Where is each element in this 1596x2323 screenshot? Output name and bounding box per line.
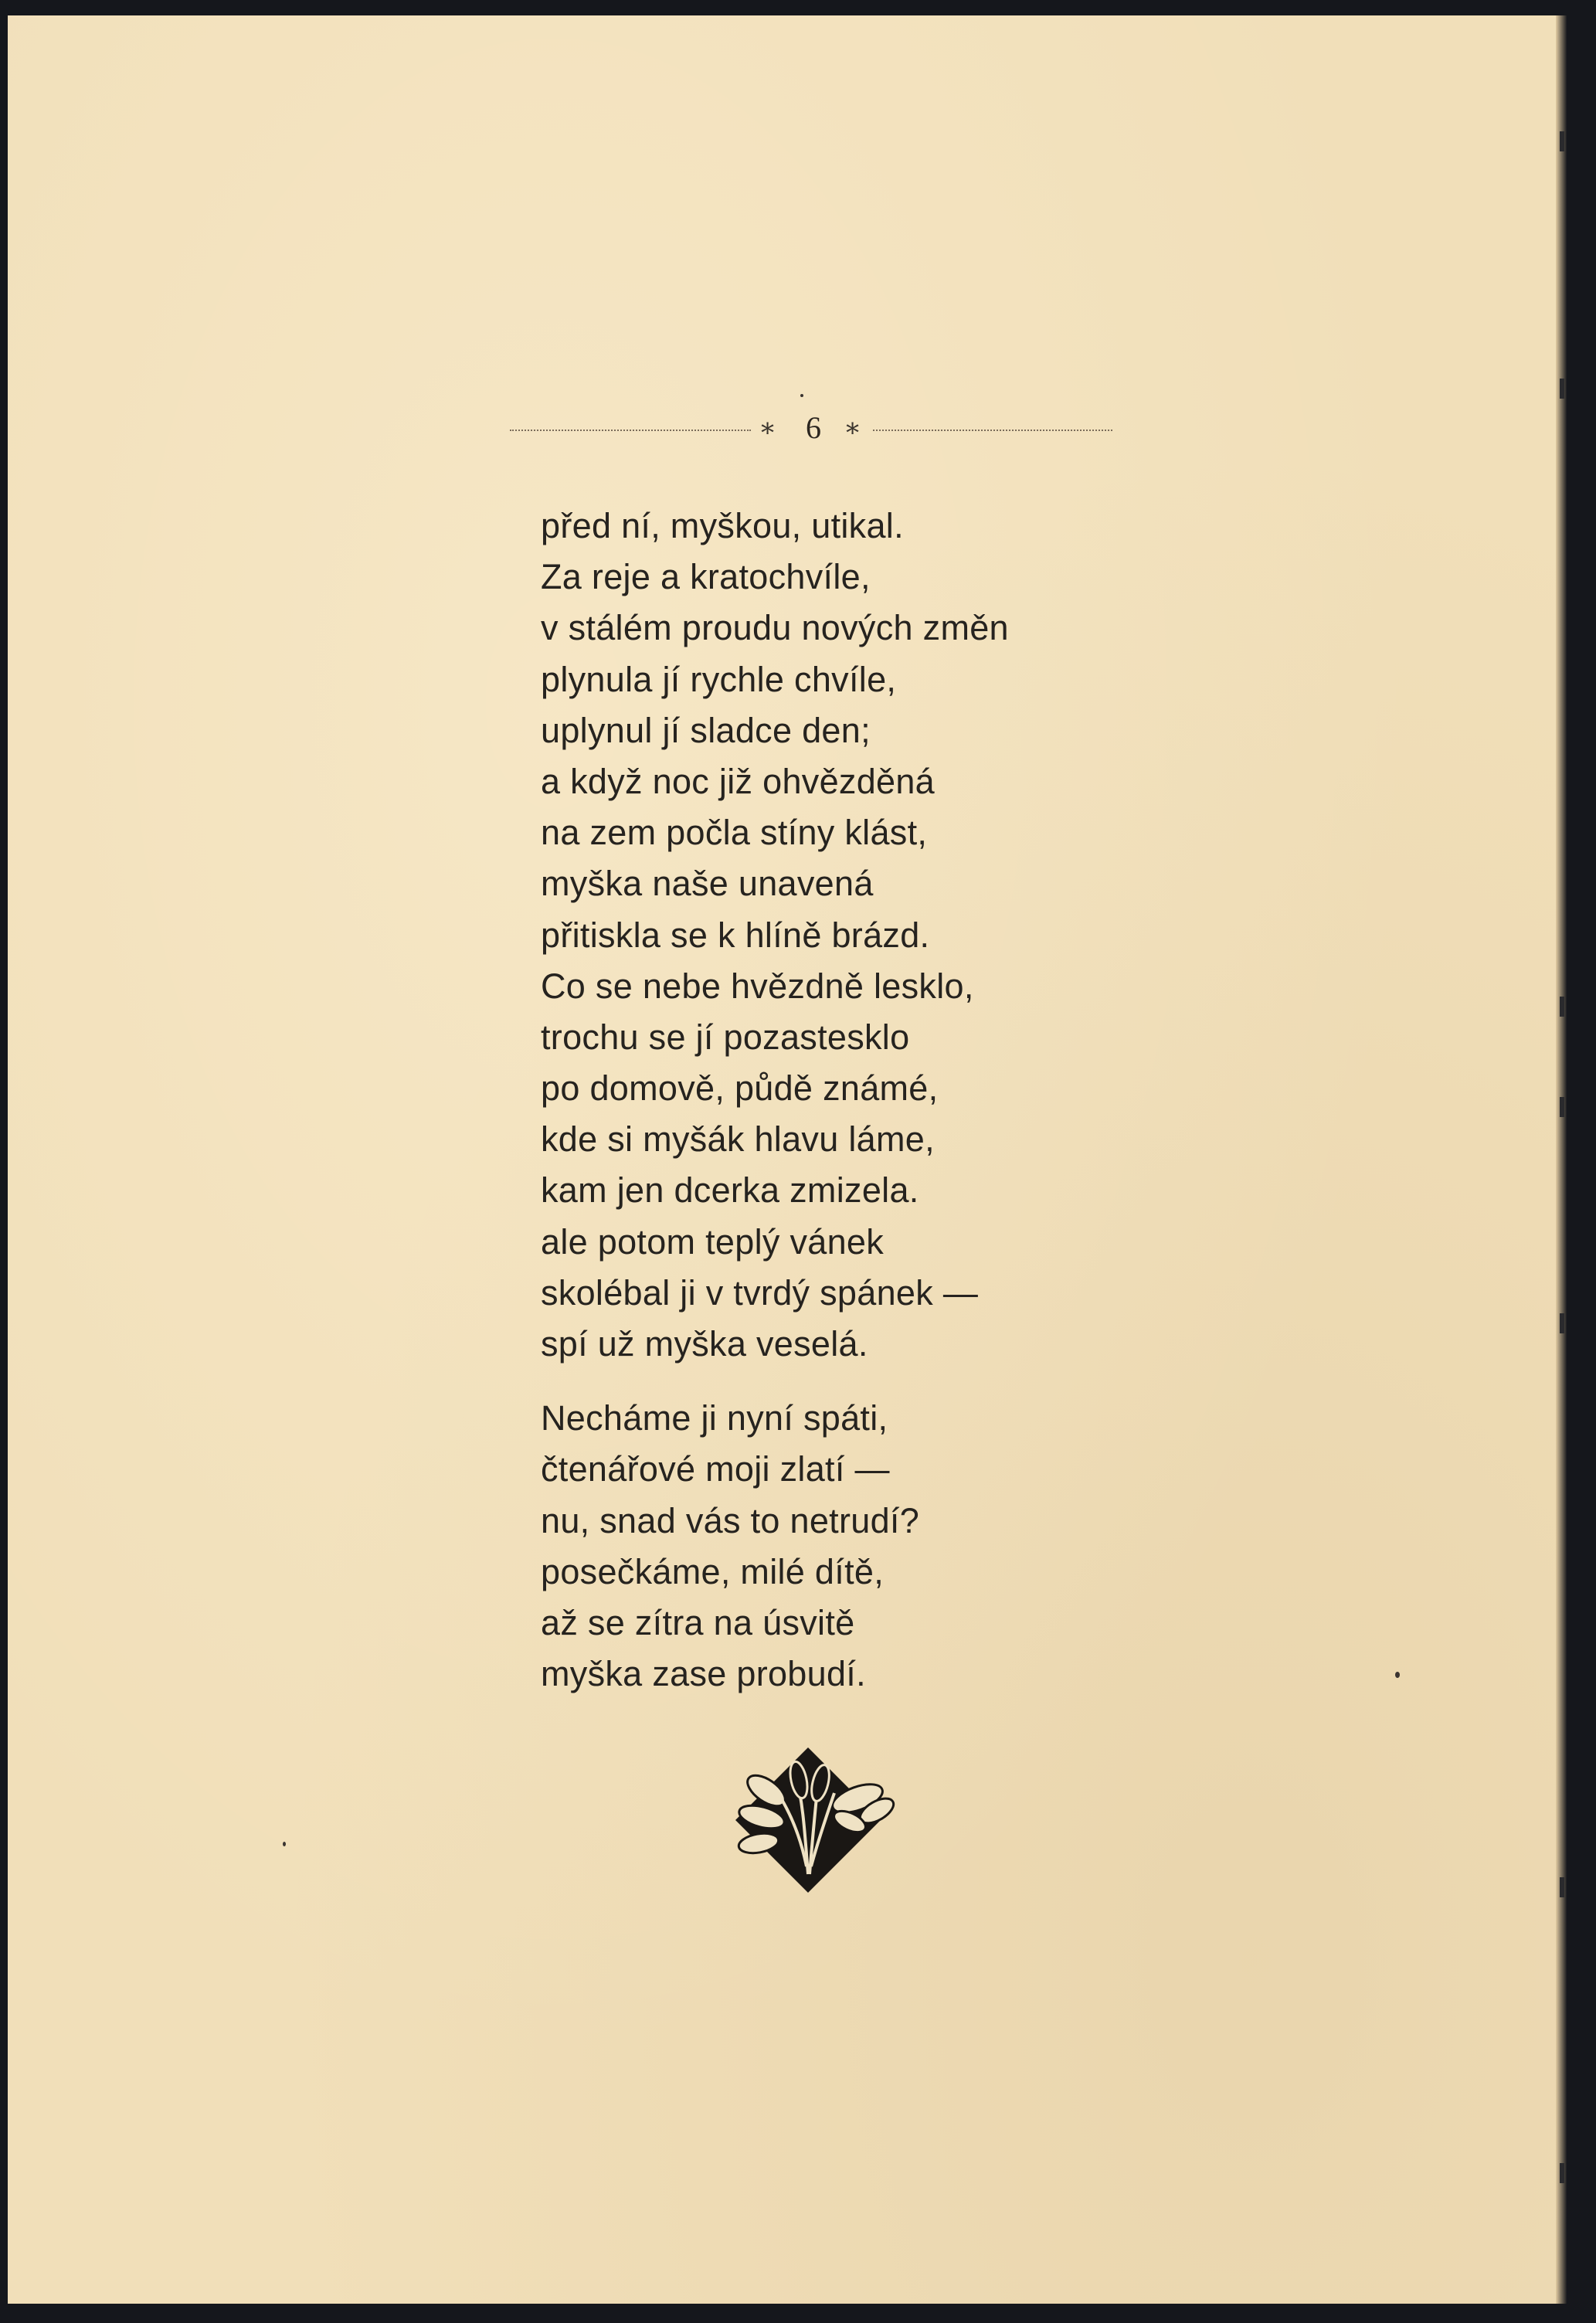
poem-line: myška zase probudí.	[541, 1654, 866, 1694]
crocus-flowers-ornament-svg	[718, 1743, 912, 1897]
poem-line: Co se nebe hvězdně lesklo,	[541, 966, 974, 1006]
speck	[283, 1842, 286, 1846]
header-rule-right	[873, 430, 1112, 431]
poem-line: uplynul jí sladce den;	[541, 710, 871, 750]
page-number: 6	[806, 410, 821, 445]
edge-mark	[1560, 1097, 1564, 1117]
poem-line: a když noc již ohvězděná	[541, 761, 935, 801]
poem-line: přitiskla se k hlíně brázd.	[541, 915, 930, 955]
crocus-flowers-ornament-icon	[718, 1743, 912, 1897]
asterisk-ornament-right: ∗	[844, 413, 862, 443]
poem-text	[541, 501, 1128, 1700]
poem-line: plynula jí rychle chvíle,	[541, 659, 897, 699]
edge-mark	[1560, 131, 1564, 151]
poem-line: Necháme ji nyní spáti,	[541, 1398, 888, 1438]
poem-line: posečkáme, milé dítě,	[541, 1551, 884, 1591]
edge-mark	[1560, 379, 1564, 399]
poem-line: kam jen dcerka zmizela.	[541, 1170, 919, 1211]
stanza-2	[541, 1393, 1128, 1700]
poem-line: skolébal ji v tvrdý spánek —	[541, 1272, 979, 1313]
edge-mark	[1560, 1313, 1564, 1333]
poem-line: po domově, půdě známé,	[541, 1068, 939, 1109]
poem-line: čtenářové moji zlatí —	[541, 1449, 890, 1489]
poem-line: kde si myšák hlavu láme,	[541, 1119, 935, 1160]
poem-line: až se zítra na úsvitě	[541, 1602, 855, 1642]
page-header	[510, 410, 1112, 445]
edge-mark	[1560, 997, 1564, 1017]
speck	[800, 394, 803, 397]
stanza-1	[541, 501, 1128, 1370]
poem-line: na zem počla stíny klást,	[541, 813, 928, 853]
stanza-gap	[541, 1370, 1128, 1393]
edge-mark	[1560, 2163, 1564, 2183]
edge-mark	[1560, 1877, 1564, 1897]
asterisk-ornament-left: ∗	[759, 413, 777, 443]
poem-line: Za reje a kratochvíle,	[541, 557, 871, 597]
header-rule-left	[510, 430, 751, 431]
poem-line: v stálém proudu nových změn	[541, 608, 1009, 648]
poem-line: trochu se jí pozastesklo	[541, 1017, 910, 1057]
speck	[1395, 1672, 1400, 1678]
poem-line: nu, snad vás to netrudí?	[541, 1500, 920, 1540]
poem-line: ale potom teplý vánek	[541, 1221, 885, 1262]
poem-line: před ní, myškou, utikal.	[541, 506, 904, 545]
poem-line: spí už myška veselá.	[541, 1324, 868, 1364]
page-edge	[1556, 15, 1567, 2304]
poem-line: myška naše unavená	[541, 864, 874, 904]
book-page	[8, 15, 1567, 2304]
